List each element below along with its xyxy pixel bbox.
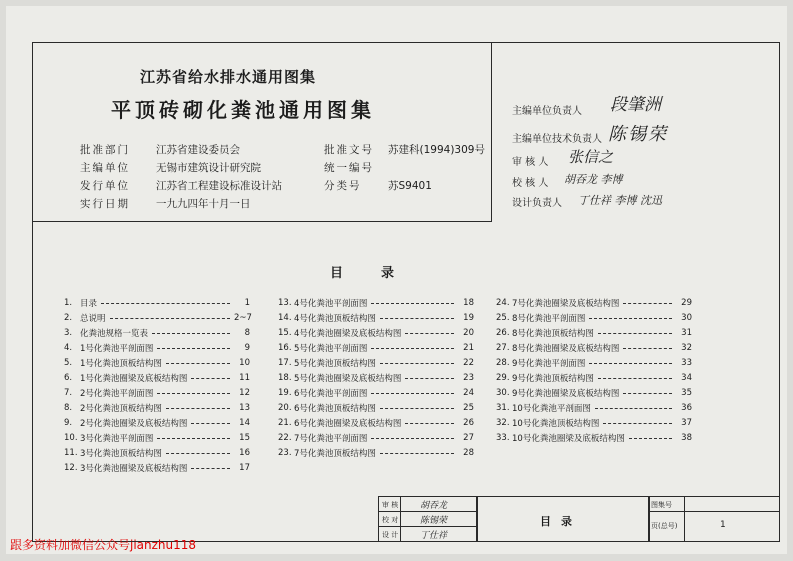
info-label: 主编单位 <box>80 162 130 174</box>
toc-item[interactable]: 10. 3号化粪池平剖面图 15 <box>64 433 250 444</box>
tb-divider <box>378 511 476 512</box>
watermark-text: 跟多资料加微信公众号jianzhu118 <box>10 538 197 552</box>
toc-item[interactable]: 22. 7号化粪池平剖面图 27 <box>278 433 474 444</box>
tb-page-value: 1 <box>720 520 726 530</box>
tb-divider <box>378 526 476 527</box>
toc-item[interactable]: 30. 9号化粪池圈梁及底板结构图 35 <box>496 388 692 399</box>
tb-row-label: 设 计 <box>382 531 399 539</box>
toc-item[interactable]: 19. 6号化粪池平剖面图 24 <box>278 388 474 399</box>
signature: 胡吞龙 李博 <box>564 173 623 186</box>
signature-label: 主编单位负责人 <box>512 106 582 117</box>
toc-item[interactable]: 32. 10号化粪池顶板结构图 37 <box>496 418 692 429</box>
toc-item[interactable]: 3. 化粪池规格一览表 8 <box>64 328 250 339</box>
toc-item[interactable]: 11. 3号化粪池顶板结构图 16 <box>64 448 250 459</box>
toc-item[interactable]: 5. 1号化粪池顶板结构图 10 <box>64 358 250 369</box>
toc-item[interactable]: 2. 总说明 2~7 <box>64 313 252 324</box>
toc-item[interactable]: 28. 9号化粪池平剖面图 33 <box>496 358 692 369</box>
signature-label: 审 核 人 <box>512 157 549 168</box>
tb-sheet-title: 目录 <box>540 515 582 528</box>
info-value: 苏建科(1994)309号 <box>388 144 485 156</box>
toc-item[interactable]: 24. 7号化粪池圈梁及底板结构图 29 <box>496 298 692 309</box>
toc-item[interactable]: 4. 1号化粪池平剖面图 9 <box>64 343 250 354</box>
toc-item[interactable]: 25. 8号化粪池平剖面图 30 <box>496 313 692 324</box>
signature: 丁仕祥 李博 沈迅 <box>578 194 662 207</box>
toc-item[interactable]: 15. 4号化粪池圈梁及底板结构图 20 <box>278 328 474 339</box>
info-label: 发行单位 <box>80 180 130 192</box>
info-value: 无锡市建筑设计研究院 <box>156 162 261 174</box>
signature: 陈锡荣 <box>608 124 668 145</box>
toc-item[interactable]: 27. 8号化粪池圈梁及底板结构图 32 <box>496 343 692 354</box>
toc-item[interactable]: 7. 2号化粪池平剖面图 12 <box>64 388 250 399</box>
tb-page-label: 页(总号) <box>651 522 678 530</box>
toc-item[interactable]: 16. 5号化粪池平剖面图 21 <box>278 343 474 354</box>
info-label: 分类号 <box>324 180 362 192</box>
tb-row-label: 审 核 <box>382 501 399 509</box>
info-label: 实行日期 <box>80 198 130 210</box>
toc-item[interactable]: 18. 5号化粪池圈梁及底板结构图 23 <box>278 373 474 384</box>
toc-item[interactable]: 33. 10号化粪池圈梁及底板结构图 38 <box>496 433 692 444</box>
tb-divider <box>684 496 685 542</box>
toc-item[interactable]: 12. 3号化粪池圈梁及底板结构图 17 <box>64 463 250 474</box>
toc-item[interactable]: 6. 1号化粪池圈梁及底板结构图 11 <box>64 373 250 384</box>
toc-item[interactable]: 14. 4号化粪池顶板结构图 19 <box>278 313 474 324</box>
toc-item[interactable]: 9. 2号化粪池圈梁及底板结构图 14 <box>64 418 250 429</box>
atlas-title: 江苏省给水排水通用图集 <box>139 68 316 86</box>
tb-divider <box>648 496 650 542</box>
tb-signature: 胡吞龙 <box>420 501 448 511</box>
toc-item[interactable]: 21. 6号化粪池圈梁及底板结构图 26 <box>278 418 474 429</box>
toc-item[interactable]: 20. 6号化粪池顶板结构图 25 <box>278 403 474 414</box>
signature: 段肇洲 <box>610 95 661 115</box>
info-label: 统一编号 <box>324 162 374 174</box>
tb-divider <box>476 496 478 542</box>
toc-item[interactable]: 29. 9号化粪池顶板结构图 34 <box>496 373 692 384</box>
tb-row-label: 校 对 <box>382 516 399 524</box>
toc-item[interactable]: 8. 2号化粪池顶板结构图 13 <box>64 403 250 414</box>
tb-divider <box>400 496 401 542</box>
tb-atlas-no-label: 图集号 <box>651 501 672 509</box>
info-value: 苏S9401 <box>388 180 432 192</box>
signature-label: 设计负责人 <box>512 198 562 209</box>
tb-divider <box>648 511 780 512</box>
toc-item[interactable]: 26. 8号化粪池顶板结构图 31 <box>496 328 692 339</box>
tb-signature: 陈锡荣 <box>420 516 448 526</box>
signature: 张信之 <box>568 148 614 166</box>
toc-item[interactable]: 1. 目录 1 <box>64 298 250 309</box>
info-value: 江苏省工程建设标准设计站 <box>156 180 282 192</box>
info-value: 江苏省建设委员会 <box>156 144 240 156</box>
toc-item[interactable]: 23. 7号化粪池顶板结构图 28 <box>278 448 474 459</box>
signature-label: 主编单位技术负责人 <box>512 134 602 145</box>
main-title: 平顶砖砌化粪池通用图集 <box>111 98 375 122</box>
tb-signature: 丁仕祥 <box>420 531 448 541</box>
toc-item[interactable]: 31. 10号化粪池平剖面图 36 <box>496 403 692 414</box>
info-label: 批准部门 <box>80 144 130 156</box>
toc-item[interactable]: 17. 5号化粪池顶板结构图 22 <box>278 358 474 369</box>
toc-title: 目录 <box>330 266 433 281</box>
toc-item[interactable]: 13. 4号化粪池平剖面图 18 <box>278 298 474 309</box>
signature-label: 校 核 人 <box>512 178 549 189</box>
info-value: 一九九四年十月一日 <box>156 198 251 210</box>
info-label: 批准文号 <box>324 144 374 156</box>
